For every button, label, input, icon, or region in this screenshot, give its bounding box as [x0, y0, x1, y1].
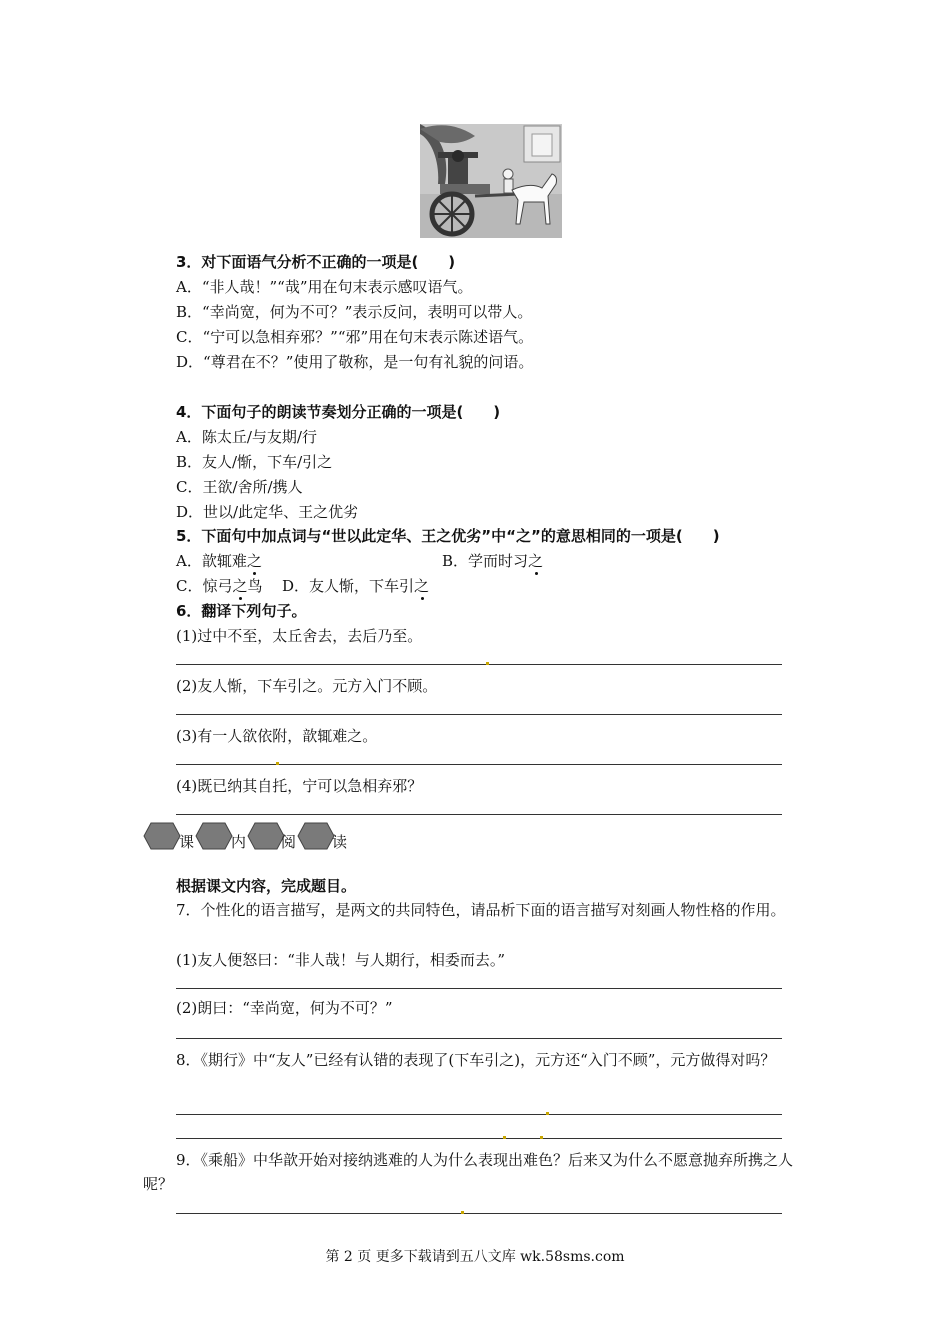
- answer-line[interactable]: [176, 664, 782, 665]
- q5-option-d: D．友人惭，下车引之: [282, 577, 430, 595]
- q4-option-b: B．友人/惭，下车/引之: [176, 453, 333, 471]
- dotted-word: 之: [528, 552, 544, 570]
- answer-line[interactable]: [176, 1138, 782, 1139]
- answer-line[interactable]: [176, 1038, 782, 1039]
- q6-item-3: (3)有一人欲依附，歆辄难之。: [176, 727, 378, 745]
- chariot-illustration: [420, 124, 562, 238]
- hexagon-icon: [297, 822, 335, 850]
- scan-mark: [540, 1136, 543, 1139]
- q4-option-a: A．陈太丘/与友期/行: [176, 428, 317, 446]
- hexagon-icon: [247, 822, 285, 850]
- q6-item-2: (2)友人惭，下车引之。元方入门不顾。: [176, 677, 438, 695]
- q7-item-1: (1)友人便怒曰：“非人哉！与人期行，相委而去。”: [176, 951, 506, 969]
- q7-item-2: (2)朗曰：“幸尚宽，何为不可？”: [176, 999, 393, 1017]
- q3-stem: 3．对下面语气分析不正确的一项是( ): [176, 253, 456, 271]
- section-char: 内: [231, 833, 247, 851]
- q9-stem: 9．《乘船》中华歆开始对接纳逃难的人为什么表现出难色？后来又为什么不愿意抛弃所携之人呢？: [143, 1151, 794, 1193]
- q3-option-d: D．“尊君在不？”使用了敬称，是一句有礼貌的问语。: [176, 353, 534, 371]
- q5-option-a: A．歆辄难之: [176, 552, 262, 570]
- hexagon-icon: [195, 822, 233, 850]
- answer-line[interactable]: [176, 714, 782, 715]
- section-char: 读: [332, 833, 348, 851]
- q6-stem: 6．翻译下列句子。: [176, 602, 307, 620]
- answer-line[interactable]: [176, 764, 782, 765]
- answer-line[interactable]: [176, 1213, 782, 1214]
- scan-mark: [461, 1211, 464, 1214]
- scan-mark: [503, 1136, 506, 1139]
- dotted-word: 之: [232, 577, 248, 595]
- q4-option-d: D．世以/此定华、王之优劣: [176, 503, 359, 521]
- q5-option-c: C．惊弓之鸟: [176, 577, 263, 595]
- q3-option-c: C．“宁可以急相弃邪？”“邪”用在句末表示陈述语气。: [176, 328, 534, 346]
- dotted-word: 之: [414, 577, 430, 595]
- scan-mark: [546, 1112, 549, 1115]
- answer-line[interactable]: [176, 1114, 782, 1115]
- scan-mark: [276, 762, 279, 765]
- q4-option-c: C．王欲/舍所/携人: [176, 478, 303, 496]
- q3-option-b: B．“幸尚宽，何为不可？”表示反问，表明可以带人。: [176, 303, 533, 321]
- scan-mark: [486, 662, 489, 665]
- section-char: 课: [179, 833, 195, 851]
- q6-item-4: (4)既已纳其自托，宁可以急相弃邪？: [176, 777, 423, 795]
- q8-stem: 8．《期行》中“友人”已经有认错的表现了(下车引之)，元方还“入门不顾”，元方做得对吗？: [176, 1051, 776, 1069]
- q3-option-a: A．“非人哉！”“哉”用在句末表示感叹语气。: [176, 278, 473, 296]
- q6-item-1: (1)过中不至，太丘舍去，去后乃至。: [176, 627, 423, 645]
- q4-stem: 4．下面句子的朗读节奏划分正确的一项是( ): [176, 403, 501, 421]
- q7-stem: 7．个性化的语言描写，是两文的共同特色，请品析下面的语言描写对刻画人物性格的作用。: [176, 901, 786, 919]
- q5-option-b: B．学而时习之: [442, 552, 544, 570]
- section-char: 阅: [281, 833, 297, 851]
- hexagon-icon: [143, 822, 181, 850]
- page-footer: 第 2 页 更多下载请到五八文库 wk.58sms.com: [325, 1249, 625, 1265]
- q5-stem: 5．下面句中加点词与“世以此定华、王之优劣”中“之”的意思相同的一项是( ): [176, 527, 720, 545]
- dotted-word: 之: [246, 552, 262, 570]
- reading-intro: 根据课文内容，完成题目。: [176, 877, 357, 895]
- answer-line[interactable]: [176, 988, 782, 989]
- answer-line[interactable]: [176, 814, 782, 815]
